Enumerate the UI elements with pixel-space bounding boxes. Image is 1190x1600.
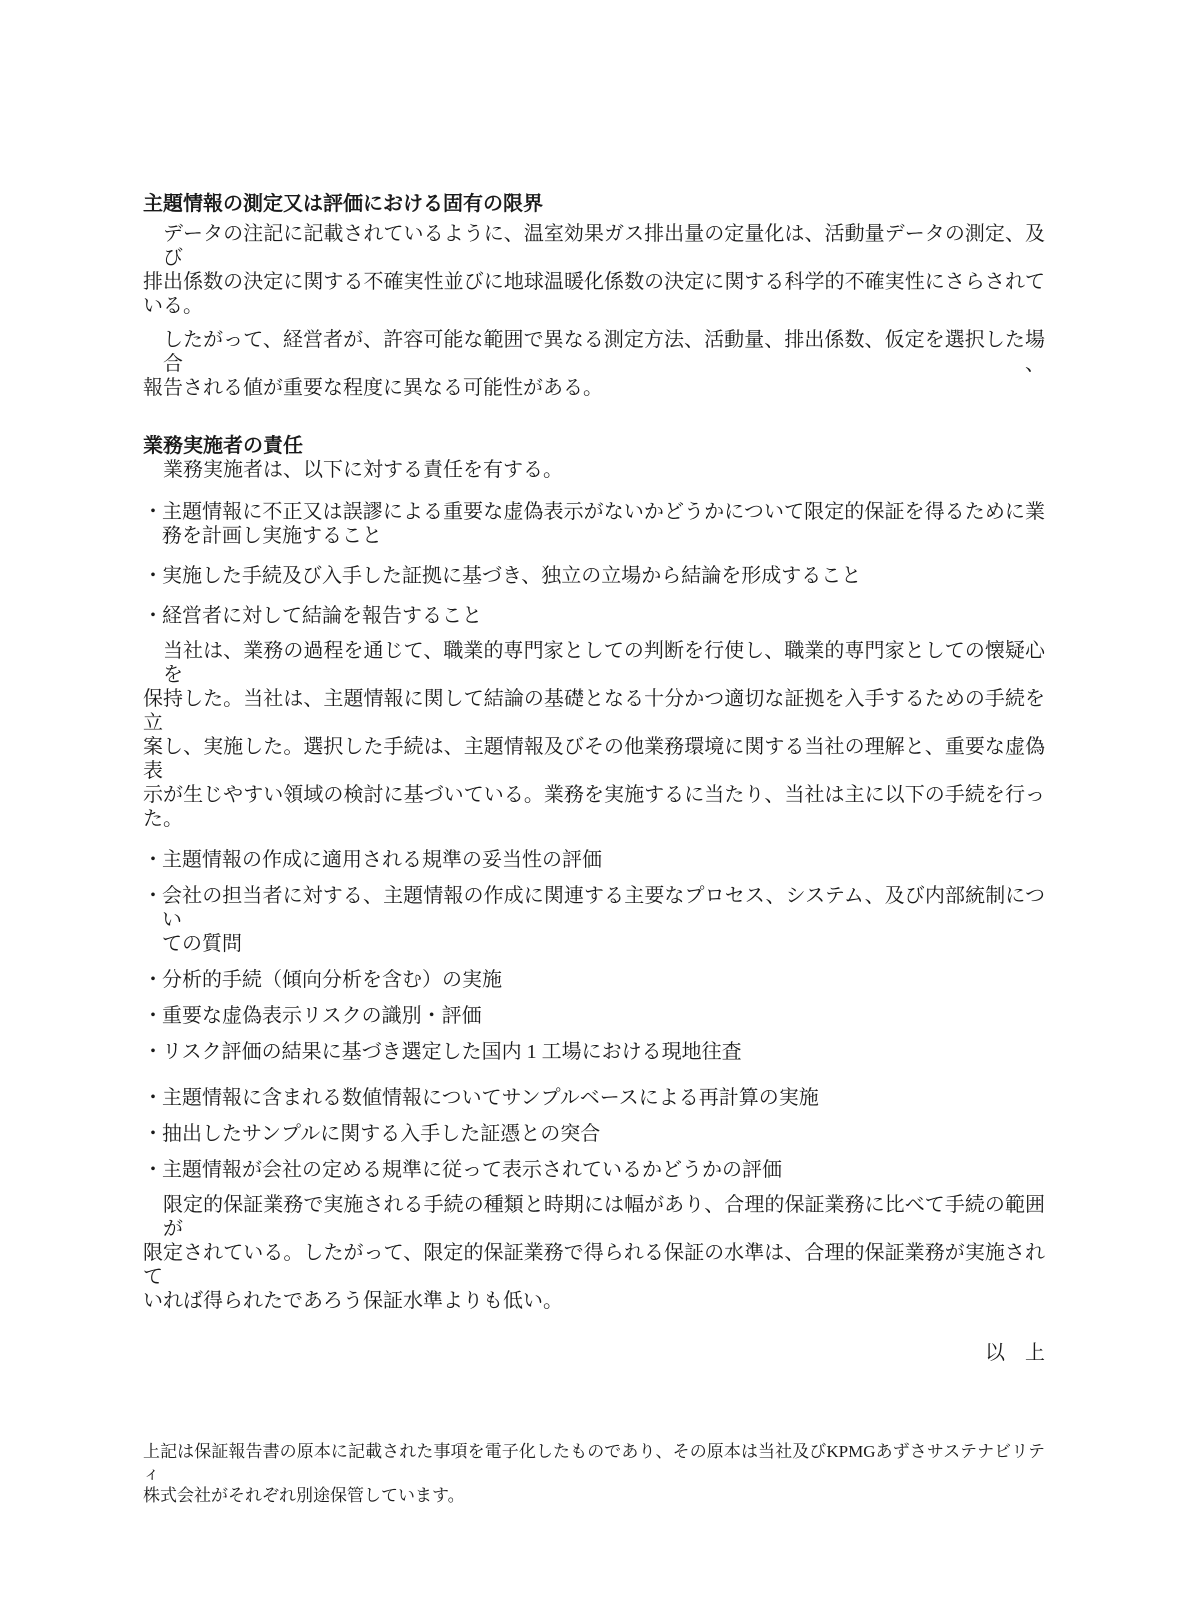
bullet-icon: ・: [143, 885, 163, 907]
text-line: 主題情報に不正又は誤謬による重要な虚偽表示がないかどうかについて限定的保証を得るために業: [162, 501, 1045, 523]
text-line: 株式会社がそれぞれ別途保管しています。: [143, 1486, 465, 1505]
text-line: 重要な虚偽表示リスクの識別・評価: [162, 1005, 482, 1027]
bullet-icon: ・: [143, 501, 163, 523]
report-body: [143, 192, 1045, 1365]
text-line: 報告される値が重要な程度に異なる可能性がある。: [143, 377, 603, 399]
text-line: いる。: [143, 295, 203, 317]
text-line: 業務実施者は、以下に対する責任を有する。: [163, 459, 563, 481]
text-line: 分析的手続（傾向分析を含む）の実施: [162, 969, 502, 991]
bullet-item-analytical-procedures: [143, 968, 1045, 992]
text-line: リスク評価の結果に基づき選定した国内 1 工場における現地往査: [162, 1041, 742, 1063]
text-line: 経営者に対して結論を報告すること: [162, 605, 482, 627]
text-line: 当社は、業務の過程を通じて、職業的専門家としての判断を行使し、職業的専門家としての懐疑心を: [163, 640, 1045, 686]
text-line: 主題情報の作成に適用される規準の妥当性の評価: [162, 849, 602, 871]
text-line: 主題情報が会社の定める規準に従って表示されているかどうかの評価: [162, 1159, 782, 1181]
bullet-icon: ・: [143, 605, 163, 627]
text-line: 実施した手続及び入手した証拠に基づき、独立の立場から結論を形成すること: [162, 565, 862, 587]
paragraph-procedures-overview: [143, 639, 1045, 831]
text-line: したがって、経営者が、許容可能な範囲で異なる測定方法、活動量、排出係数、仮定を選択した場合、: [163, 329, 1045, 375]
bullet-item-inquiries: [143, 884, 1045, 956]
bullet-item-form-conclusion: [143, 564, 1045, 588]
bullet-item-evidence-matching: [143, 1122, 1045, 1146]
bullet-icon: ・: [143, 1087, 163, 1109]
bullet-icon: ・: [143, 1159, 163, 1181]
bullet-item-plan-engagement: [143, 500, 1045, 548]
bullet-item-site-visit: [143, 1040, 1045, 1064]
bullet-item-recalculation: [143, 1086, 1045, 1110]
text-line: 主題情報に含まれる数値情報についてサンプルベースによる再計算の実施: [162, 1087, 819, 1109]
closing-mark: 以 上: [985, 1342, 1045, 1364]
text-line: 案し、実施した。選択した手続は、主題情報及びその他業務環境に関する当社の理解と、重要な虚偽表: [143, 736, 1045, 782]
paragraph-management-choices: [143, 328, 1045, 400]
bullet-icon: ・: [143, 1123, 163, 1145]
bullet-icon: ・: [143, 1041, 163, 1063]
section-heading-inherent-limitations: 主題情報の測定又は評価における固有の限界: [143, 193, 543, 215]
text-line: 保持した。当社は、主題情報に関して結論の基礎となる十分かつ適切な証拠を入手するための手続を立: [143, 688, 1045, 734]
bullet-icon: ・: [143, 565, 163, 587]
text-line: 示が生じやすい領域の検討に基づいている。業務を実施するに当たり、当社は主に以下の手続を行った。: [143, 784, 1045, 830]
text-line: いれば得られたであろう保証水準よりも低い。: [143, 1290, 563, 1312]
bullet-icon: ・: [143, 969, 163, 991]
paragraph-responsibility-intro: [143, 458, 1045, 482]
paragraph-limited-assurance-level: [143, 1193, 1045, 1313]
text-line: 抽出したサンプルに関する入手した証憑との突合: [162, 1123, 601, 1145]
section-heading-practitioner-responsibility: 業務実施者の責任: [143, 435, 303, 457]
text-line: 務を計画し実施すること: [162, 525, 382, 547]
text-line: 会社の担当者に対する、主題情報の作成に関連する主要なプロセス、システム、及び内部統制につい: [162, 885, 1045, 931]
paragraph-ghg-uncertainty: [143, 222, 1045, 318]
text-line: 上記は保証報告書の原本に記載された事項を電子化したものであり、その原本は当社及びKPMGあずさサステナビリティ: [143, 1442, 1045, 1483]
bullet-item-presentation-evaluation: [143, 1158, 1045, 1182]
bullet-item-report-conclusion: [143, 604, 1045, 628]
text-line: ての質問: [162, 933, 242, 955]
text-line: 排出係数の決定に関する不確実性並びに地球温暖化係数の決定に関する科学的不確実性にさらされて: [143, 271, 1045, 293]
text-line: 限定的保証業務で実施される手続の種類と時期には幅があり、合理的保証業務に比べて手続の範囲が: [163, 1194, 1045, 1240]
footer-note: [143, 1441, 1045, 1507]
bullet-icon: ・: [143, 849, 163, 871]
bullet-item-criteria-suitability: [143, 848, 1045, 872]
bullet-item-risk-identification: [143, 1004, 1045, 1028]
text-line: 限定されている。したがって、限定的保証業務で得られる保証の水準は、合理的保証業務が実施されて: [143, 1242, 1045, 1288]
bullet-icon: ・: [143, 1005, 163, 1027]
text-line: データの注記に記載されているように、温室効果ガス排出量の定量化は、活動量データの測定、及び: [163, 223, 1045, 269]
